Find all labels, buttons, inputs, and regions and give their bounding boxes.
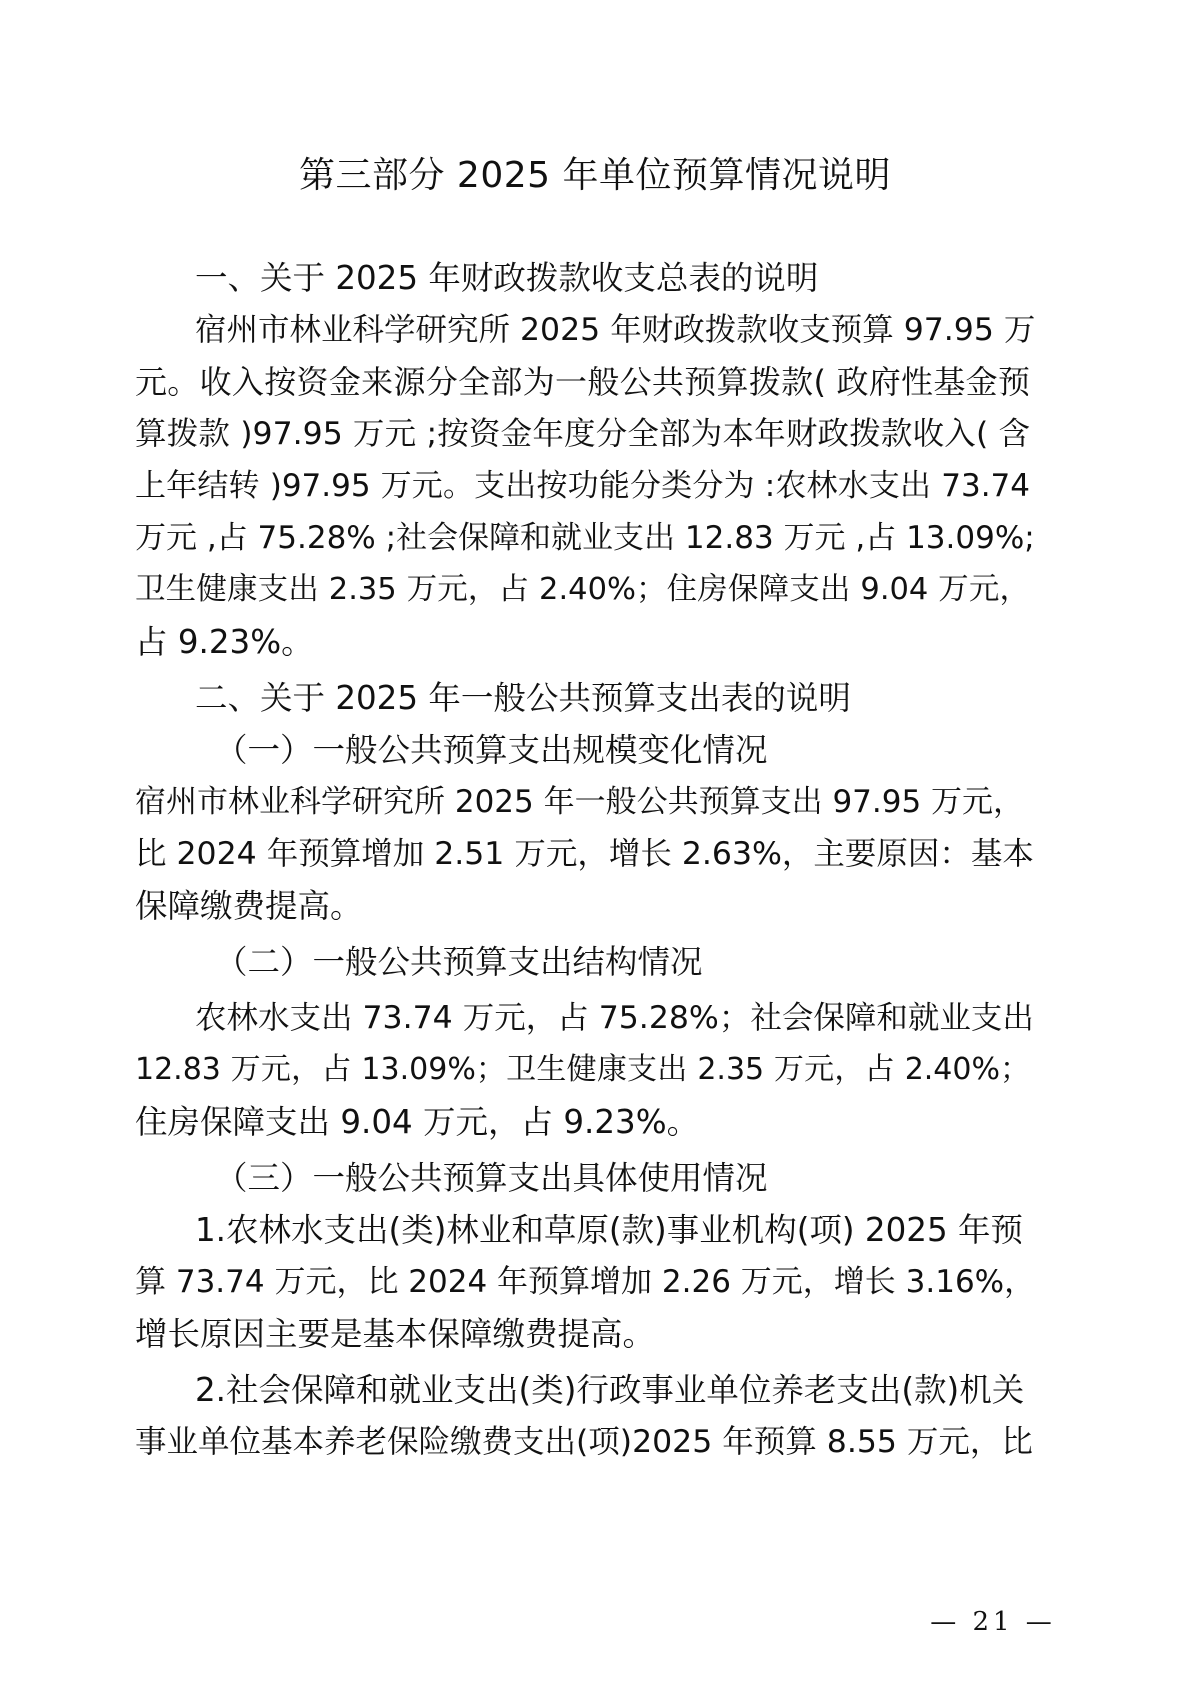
body-line: 算 73.74 万元，比 2024 年预算增加 2.26 万元，增长 3.16%， — [135, 1264, 1036, 1300]
body-line: 2.社会保障和就业支出(类)行政事业单位养老支出(款)机关 — [195, 1371, 1025, 1409]
justified-text: 元。收入按资金来源分全部为一般公共预算拨款( 政府性基金预 — [135, 363, 1030, 401]
justified-text: 卫生健康支出 2.35 万元，占 2.40%；住房保障支出 9.04 万元， — [135, 572, 1030, 607]
body-line — [135, 562, 1030, 618]
subsection-heading-1: （一）一般公共预算支出规模变化情况 — [215, 731, 768, 769]
body-line — [135, 354, 1030, 410]
section-heading-1: 一、关于 2025 年财政拨款收支总表的说明 — [195, 259, 819, 297]
subsection-heading-3: （三）一般公共预算支出具体使用情况 — [215, 1159, 768, 1197]
body-line: 宿州市林业科学研究所 2025 年一般公共预算支出 97.95 万元， — [135, 784, 1025, 820]
body-line: 保障缴费提高。 — [135, 887, 363, 925]
page-title: 第三部分 2025 年单位预算情况说明 — [298, 155, 891, 196]
body-line — [135, 458, 1030, 514]
body-line: 事业单位基本养老保险缴费支出(项)2025 年预算 8.55 万元，比 — [135, 1424, 1033, 1460]
subsection-heading-2: （二）一般公共预算支出结构情况 — [215, 943, 703, 981]
justified-text: 算拨款 )97.95 万元 ;按资金年度分全部为本年财政拨款收入( 含 — [135, 416, 1030, 452]
section-heading-2: 二、关于 2025 年一般公共预算支出表的说明 — [195, 679, 851, 717]
body-line — [135, 510, 1035, 566]
body-line: 农林水支出 73.74 万元，占 75.28%；社会保障和就业支出 — [195, 1000, 1034, 1036]
justified-text: 12.83 万元，占 13.09%；卫生健康支出 2.35 万元，占 2.40%； — [135, 1052, 1030, 1087]
body-line — [135, 406, 1030, 462]
body-line: 宿州市林业科学研究所 2025 年财政拨款收支预算 97.95 万 — [195, 312, 1036, 348]
justified-text: 万元 ,占 75.28% ;社会保障和就业支出 12.83 万元 ,占 13.09%; — [135, 520, 1035, 556]
body-line: 比 2024 年预算增加 2.51 万元，增长 2.63%，主要原因：基本 — [135, 836, 1034, 872]
body-line: 住房保障支出 9.04 万元，占 9.23%。 — [135, 1103, 700, 1141]
body-line — [135, 1042, 1030, 1098]
body-line: 增长原因主要是基本保障缴费提高。 — [135, 1315, 656, 1353]
body-line: 1.农林水支出(类)林业和草原(款)事业机构(项) 2025 年预 — [195, 1211, 1023, 1249]
justified-text: 上年结转 )97.95 万元。支出按功能分类分为 :农林水支出 73.74 — [135, 468, 1030, 504]
body-line: 占 9.23%。 — [135, 623, 314, 661]
page-number: — 21 — — [930, 1607, 1056, 1637]
